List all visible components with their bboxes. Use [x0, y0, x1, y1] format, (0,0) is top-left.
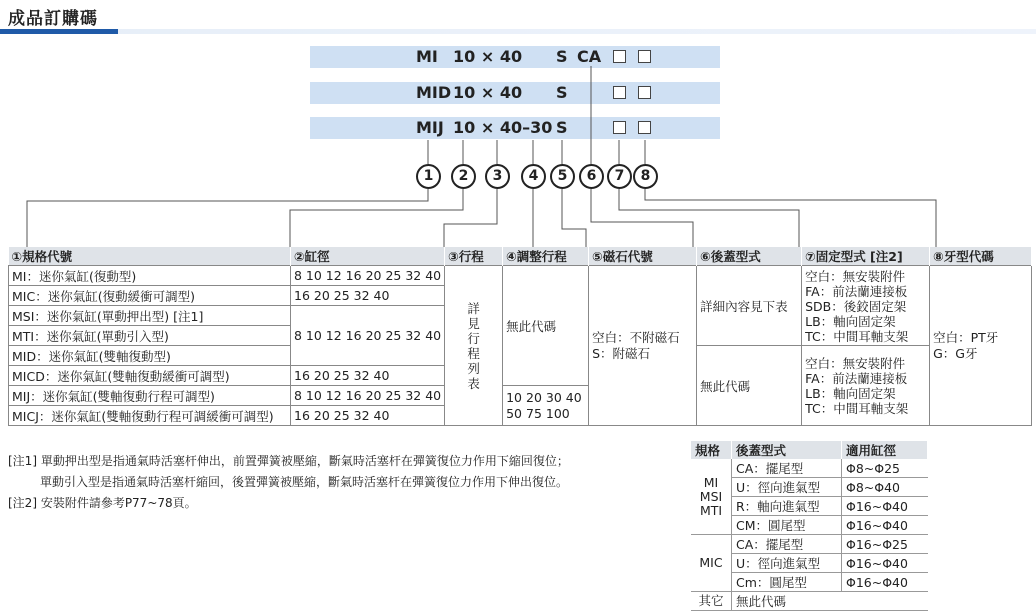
header-spec: ①規格代號 [9, 247, 291, 266]
mount-top-cell [802, 266, 930, 346]
cover-type: U：徑向進氣型 [732, 554, 842, 573]
small-header-cover: 後蓋型式 [732, 441, 842, 459]
header-adjust: ④調整行程 [503, 247, 589, 266]
bore-range: Φ8~Φ40 [842, 478, 928, 497]
cover-type: U：徑向進氣型 [732, 478, 842, 497]
order-code-table [8, 247, 1032, 426]
thread-line-1: 空白：PT牙 [933, 329, 999, 345]
magnet-cell [589, 266, 697, 426]
bore-range: Φ16~Φ40 [842, 554, 928, 573]
bore-range: Φ16~Φ40 [842, 573, 928, 592]
mount-item: LB：軸向固定架 [805, 313, 896, 329]
spec-cell: MIC：迷你氣缸(復動緩衝可調型) [9, 286, 291, 306]
spec-cell: MI：迷你氣缸(復動型) [9, 266, 291, 286]
note-1: [注1] 單動押出型是指通氣時活塞杆伸出，前置彈簧被壓縮，斷氣時活塞杆在彈簧復位力作用下縮回復位； [8, 454, 569, 468]
bore-range: Φ16~Φ40 [842, 497, 928, 516]
circle-1: 1 [416, 164, 441, 189]
code-model: MIJ [416, 118, 444, 137]
other-value: 無此代碼 [732, 592, 928, 611]
adjust-values-cell [503, 386, 589, 426]
mount-item: 空白：無安裝附件 [805, 355, 906, 371]
code-size: 10 × 40–30 [453, 118, 553, 137]
cover-none-cell: 無此代碼 [697, 346, 802, 426]
header-bore: ②缸徑 [291, 247, 445, 266]
group-mic: MIC [691, 535, 732, 592]
group-mi: MI MSI MTI [691, 459, 732, 535]
thread-cell [930, 266, 1032, 426]
bore-range: Φ16~Φ25 [842, 535, 928, 554]
page-title: 成品訂購碼 [8, 9, 98, 29]
mount-item: TC：中間耳軸支架 [805, 328, 909, 344]
bore-cell: 8 10 12 16 20 25 32 40 [291, 386, 445, 406]
circle-7: 7 [607, 164, 632, 189]
spec-cell: MICD：迷你氣缸(雙軸復動緩衝可調型) [9, 366, 291, 386]
code-model: MID [416, 83, 452, 102]
circle-8: 8 [633, 164, 658, 189]
header-cover: ⑥後蓋型式 [697, 247, 802, 266]
connector-lines [0, 0, 1036, 260]
bore-range: Φ16~Φ40 [842, 516, 928, 535]
notes [8, 451, 569, 514]
header-magnet: ⑤磁石代號 [589, 247, 697, 266]
small-header-spec: 規格 [691, 441, 732, 459]
adjust-values-2: 50 75 100 [506, 405, 570, 421]
cover-detail-cell: 詳細內容見下表 [697, 266, 802, 346]
circle-4: 4 [521, 164, 546, 189]
small-header-bore: 適用缸徑 [842, 441, 928, 459]
bore-cell: 16 20 25 32 40 [291, 286, 445, 306]
mount-item: FA：前法蘭連接板 [805, 370, 908, 386]
cover-type: R：軸向進氣型 [732, 497, 842, 516]
stroke-text: 詳見行程列表 [467, 300, 480, 391]
header-thread: ⑧牙型代碼 [930, 247, 1032, 266]
spec-cell: MIJ：迷你氣缸(雙軸復動行程可調型) [9, 386, 291, 406]
cover-type: CA：擺尾型 [732, 535, 842, 554]
spec-cell: MICJ：迷你氣缸(雙軸復動行程可調緩衝可調型) [9, 406, 291, 426]
adjust-none-cell: 無此代碼 [503, 266, 589, 386]
cover-type: CA：擺尾型 [732, 459, 842, 478]
mount-item: TC：中間耳軸支架 [805, 400, 909, 416]
mount-item: FA：前法蘭連接板 [805, 283, 908, 299]
code-magnet: S [556, 118, 568, 137]
mount-item: LB：軸向固定架 [805, 385, 896, 401]
header-stroke: ③行程 [445, 247, 503, 266]
cover-type: Cm：圓尾型 [732, 573, 842, 592]
code-model: MI [416, 47, 438, 66]
code-size: 10 × 40 [453, 83, 523, 102]
bore-cell: 16 20 25 32 40 [291, 406, 445, 426]
code-cover: CA [577, 47, 602, 66]
circle-3: 3 [485, 164, 510, 189]
mount-bottom-cell [802, 346, 930, 426]
header-mount: ⑦固定型式 [注2] [802, 247, 930, 266]
note-2: [注2] 安裝附件請參考P77~78頁。 [8, 496, 197, 510]
adjust-values-1: 10 20 30 40 [506, 389, 582, 405]
bore-cell: 8 10 12 16 20 25 32 40 [291, 306, 445, 366]
bore-range: Φ8~Φ25 [842, 459, 928, 478]
stroke-cell [445, 266, 503, 426]
thread-line-2: G：G牙 [933, 345, 978, 361]
spec-cell: MTI：迷你氣缸(單動引入型) [9, 326, 291, 346]
bore-cell: 8 10 12 16 20 25 32 40 [291, 266, 445, 286]
circle-6: 6 [579, 164, 604, 189]
circle-2: 2 [451, 164, 476, 189]
magnet-line-1: 空白：不附磁石 [592, 329, 680, 345]
note-1b: 單動引入型是指通氣時活塞杆縮回，後置彈簧被壓縮，斷氣時活塞杆在彈簧復位力作用下伸出復位。 [40, 475, 569, 489]
group-other: 其它 [691, 592, 732, 611]
mount-item: SDB：後鉸固定架 [805, 298, 907, 314]
magnet-line-2: S：附磁石 [592, 345, 651, 361]
code-magnet: S [556, 47, 568, 66]
circle-5: 5 [550, 164, 575, 189]
cover-type-table [691, 441, 928, 611]
spec-cell: MID：迷你氣缸(雙軸復動型) [9, 346, 291, 366]
bore-cell: 16 20 25 32 40 [291, 366, 445, 386]
code-size: 10 × 40 [453, 47, 523, 66]
mount-item: 空白：無安裝附件 [805, 268, 906, 284]
spec-cell: MSI：迷你氣缸(單動押出型) [注1] [9, 306, 291, 326]
cover-type: CM：圓尾型 [732, 516, 842, 535]
code-magnet: S [556, 83, 568, 102]
